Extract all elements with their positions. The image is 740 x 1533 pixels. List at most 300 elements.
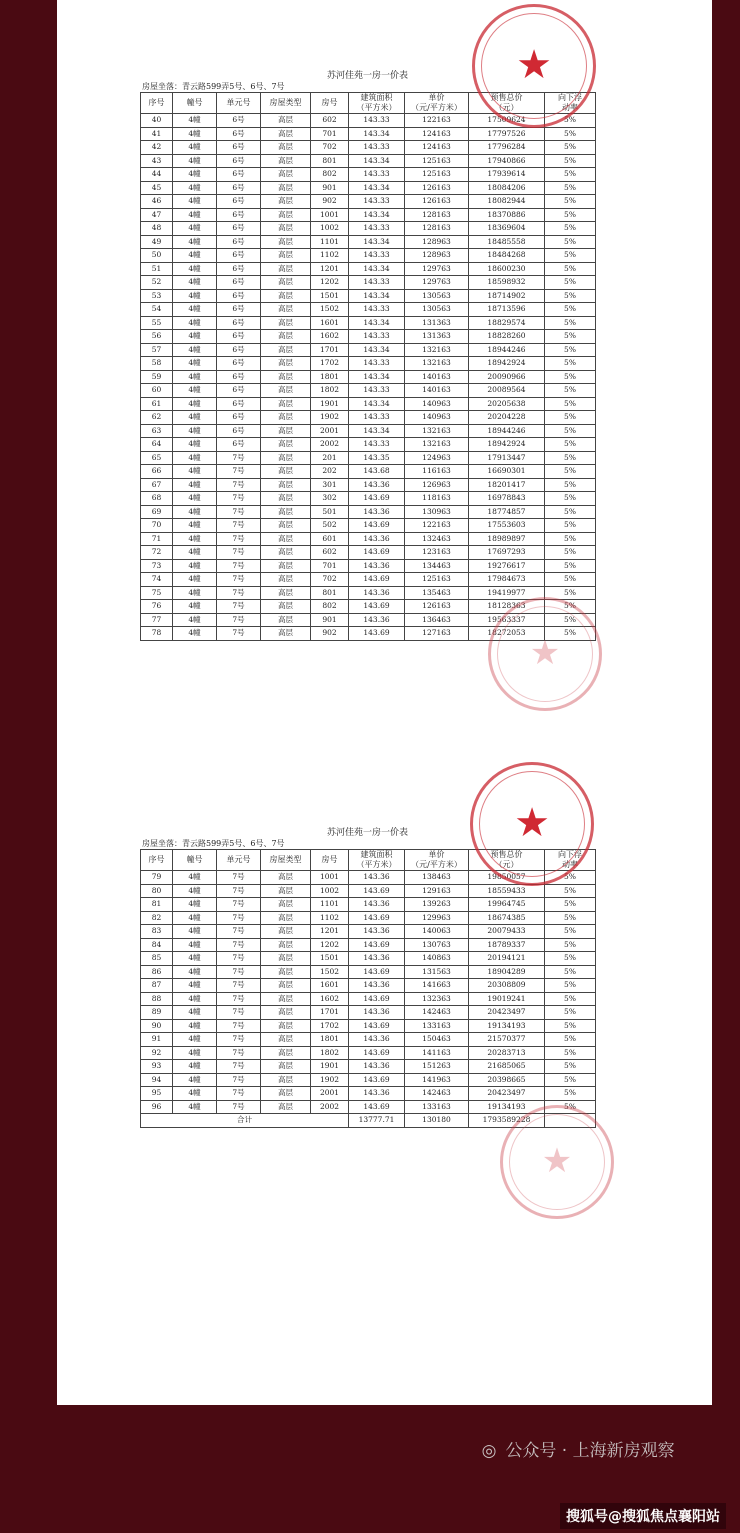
table-cell: 53 xyxy=(141,289,173,303)
table-cell: 143.34 xyxy=(349,289,405,303)
table-cell: 高层 xyxy=(261,613,311,627)
table-cell: 7号 xyxy=(217,884,261,898)
table-cell: 143.33 xyxy=(349,195,405,209)
table-cell: 5% xyxy=(545,938,596,952)
star-icon: ★ xyxy=(529,633,561,673)
table-cell: 1901 xyxy=(311,397,349,411)
table-cell: 17913447 xyxy=(469,451,545,465)
wechat-icon: ◎ xyxy=(481,1441,497,1461)
table-cell: 74 xyxy=(141,573,173,587)
table-cell: 18942924 xyxy=(469,357,545,371)
table-cell: 高层 xyxy=(261,898,311,912)
table-cell: 126963 xyxy=(405,478,469,492)
table-cell: 701 xyxy=(311,127,349,141)
table-cell: 143.33 xyxy=(349,303,405,317)
table-cell: 132463 xyxy=(405,532,469,546)
table-cell: 126163 xyxy=(405,600,469,614)
company-seal xyxy=(470,762,594,886)
table-cell: 高层 xyxy=(261,262,311,276)
table-cell: 68 xyxy=(141,492,173,506)
table-cell: 7号 xyxy=(217,613,261,627)
property-location: 房屋坐落：青云路599弄5号、6号、7号 xyxy=(142,82,285,91)
table-row xyxy=(141,249,596,263)
table-row xyxy=(141,330,596,344)
table-cell: 20194121 xyxy=(469,952,545,966)
price-table xyxy=(140,92,596,641)
table-cell: 5% xyxy=(545,141,596,155)
column-header-text: （元/平方米） xyxy=(411,103,462,112)
table-cell: 高层 xyxy=(261,424,311,438)
table-cell: 301 xyxy=(311,478,349,492)
table-cell: 126163 xyxy=(405,195,469,209)
table-cell: 55 xyxy=(141,316,173,330)
table-cell: 40 xyxy=(141,114,173,128)
table-cell: 60 xyxy=(141,384,173,398)
table-cell: 7号 xyxy=(217,559,261,573)
table-cell: 17939614 xyxy=(469,168,545,182)
table-cell: 5% xyxy=(545,979,596,993)
table-cell: 7号 xyxy=(217,532,261,546)
table-cell: 1802 xyxy=(311,384,349,398)
table-cell: 142463 xyxy=(405,1087,469,1101)
table-cell: 高层 xyxy=(261,546,311,560)
table-cell: 19563337 xyxy=(469,613,545,627)
table-cell: 143.36 xyxy=(349,1060,405,1074)
table-row xyxy=(141,438,596,452)
table-cell: 5% xyxy=(545,127,596,141)
column-header xyxy=(217,93,261,114)
table-cell: 17509624 xyxy=(469,114,545,128)
table-cell: 高层 xyxy=(261,559,311,573)
table-cell: 19964745 xyxy=(469,898,545,912)
column-header xyxy=(173,93,217,114)
table-cell: 5% xyxy=(545,573,596,587)
table-cell: 61 xyxy=(141,397,173,411)
table-row xyxy=(141,979,596,993)
table-cell: 18559433 xyxy=(469,884,545,898)
table-cell: 90 xyxy=(141,1019,173,1033)
table-cell: 高层 xyxy=(261,154,311,168)
table-cell: 18789337 xyxy=(469,938,545,952)
table-cell: 4幢 xyxy=(173,992,217,1006)
table-row xyxy=(141,127,596,141)
table-cell: 高层 xyxy=(261,532,311,546)
table-cell: 4幢 xyxy=(173,384,217,398)
table-cell: 5% xyxy=(545,262,596,276)
table-row xyxy=(141,424,596,438)
column-header-text: （元/平方米） xyxy=(411,860,462,869)
table-cell: 1701 xyxy=(311,1006,349,1020)
table-cell: 7号 xyxy=(217,492,261,506)
table-cell: 高层 xyxy=(261,492,311,506)
table-cell: 18598932 xyxy=(469,276,545,290)
table-cell: 19850057 xyxy=(469,871,545,885)
table-cell: 6号 xyxy=(217,303,261,317)
table-cell: 4幢 xyxy=(173,438,217,452)
table-cell: 4幢 xyxy=(173,546,217,560)
table-cell: 5% xyxy=(545,289,596,303)
table-cell: 140963 xyxy=(405,411,469,425)
table-cell: 7号 xyxy=(217,573,261,587)
table-cell: 143.33 xyxy=(349,330,405,344)
table-cell: 4幢 xyxy=(173,262,217,276)
table-cell: 19134193 xyxy=(469,1100,545,1114)
table-cell: 1001 xyxy=(311,871,349,885)
table-cell: 20423497 xyxy=(469,1006,545,1020)
table-cell: 4幢 xyxy=(173,357,217,371)
table-cell: 96 xyxy=(141,1100,173,1114)
table-cell: 124163 xyxy=(405,141,469,155)
table-cell: 5% xyxy=(545,1087,596,1101)
watermark-label: 公众号 · 上海新房观察 xyxy=(505,1441,675,1461)
table-cell: 122163 xyxy=(405,114,469,128)
column-header-text: 房屋类型 xyxy=(269,855,302,864)
column-header-text: 建筑面积 xyxy=(360,93,393,102)
table-cell: 1501 xyxy=(311,289,349,303)
column-header-text: （元） xyxy=(494,103,519,112)
table-cell: 143.34 xyxy=(349,208,405,222)
table-cell: 20089564 xyxy=(469,384,545,398)
table-row xyxy=(141,546,596,560)
column-header-text: 房屋类型 xyxy=(269,98,302,107)
table-row xyxy=(141,235,596,249)
table-cell: 7号 xyxy=(217,911,261,925)
table-cell: 7号 xyxy=(217,1100,261,1114)
table-cell: 47 xyxy=(141,208,173,222)
table-cell: 202 xyxy=(311,465,349,479)
table-cell: 5% xyxy=(545,992,596,1006)
table-row xyxy=(141,559,596,573)
table-row xyxy=(141,289,596,303)
table-cell: 1801 xyxy=(311,1033,349,1047)
table-cell: 4幢 xyxy=(173,289,217,303)
table-cell: 5% xyxy=(545,1006,596,1020)
table-cell: 18904289 xyxy=(469,965,545,979)
table-cell: 4幢 xyxy=(173,181,217,195)
table-cell: 141963 xyxy=(405,1073,469,1087)
table-cell: 45 xyxy=(141,181,173,195)
table-cell: 84 xyxy=(141,938,173,952)
table-cell: 4幢 xyxy=(173,208,217,222)
table-cell: 59 xyxy=(141,370,173,384)
table-cell: 89 xyxy=(141,1006,173,1020)
table-cell: 5% xyxy=(545,195,596,209)
table-cell: 6号 xyxy=(217,370,261,384)
table-cell: 5% xyxy=(545,627,596,641)
column-header xyxy=(349,850,405,871)
table-cell: 6号 xyxy=(217,208,261,222)
column-header-text: 房号 xyxy=(321,855,338,864)
table-cell: 7号 xyxy=(217,465,261,479)
table-cell: 17984673 xyxy=(469,573,545,587)
table-cell: 18944246 xyxy=(469,424,545,438)
table-cell: 95 xyxy=(141,1087,173,1101)
table-cell: 高层 xyxy=(261,235,311,249)
table-row xyxy=(141,911,596,925)
table-cell: 7号 xyxy=(217,627,261,641)
table-cell: 5% xyxy=(545,181,596,195)
table-cell: 4幢 xyxy=(173,424,217,438)
table-cell: 高层 xyxy=(261,316,311,330)
table-cell: 6号 xyxy=(217,316,261,330)
table-cell: 5% xyxy=(545,505,596,519)
table-cell: 19134193 xyxy=(469,1019,545,1033)
table-cell: 143.69 xyxy=(349,1046,405,1060)
table-cell: 801 xyxy=(311,154,349,168)
column-header xyxy=(405,93,469,114)
table-cell: 6号 xyxy=(217,276,261,290)
table-cell: 5% xyxy=(545,249,596,263)
table-cell: 126163 xyxy=(405,181,469,195)
table-cell: 高层 xyxy=(261,1046,311,1060)
table-cell: 128963 xyxy=(405,235,469,249)
table-cell: 高层 xyxy=(261,519,311,533)
table-cell: 18485558 xyxy=(469,235,545,249)
table-cell: 131563 xyxy=(405,965,469,979)
table-cell: 7号 xyxy=(217,1033,261,1047)
table-cell: 1202 xyxy=(311,938,349,952)
table-cell: 20423497 xyxy=(469,1087,545,1101)
table-cell: 1502 xyxy=(311,303,349,317)
table-row xyxy=(141,532,596,546)
table-cell: 143.34 xyxy=(349,316,405,330)
table-cell: 127163 xyxy=(405,627,469,641)
table-cell: 63 xyxy=(141,424,173,438)
table-cell: 5% xyxy=(545,208,596,222)
table-cell: 702 xyxy=(311,573,349,587)
company-seal-faint xyxy=(488,597,602,711)
table-cell: 18774857 xyxy=(469,505,545,519)
table-row xyxy=(141,992,596,1006)
table-cell: 高层 xyxy=(261,357,311,371)
table-cell: 4幢 xyxy=(173,1087,217,1101)
column-header-text: 向下浮 xyxy=(558,850,582,859)
table-cell: 5% xyxy=(545,465,596,479)
table-cell: 6号 xyxy=(217,397,261,411)
table-row xyxy=(141,195,596,209)
table-row xyxy=(141,1100,596,1114)
table-cell: 高层 xyxy=(261,249,311,263)
table-cell: 7号 xyxy=(217,965,261,979)
table-cell: 49 xyxy=(141,235,173,249)
table-row xyxy=(141,1073,596,1087)
table-cell: 4幢 xyxy=(173,613,217,627)
table-cell: 高层 xyxy=(261,600,311,614)
table-cell: 143.69 xyxy=(349,992,405,1006)
table-cell: 5% xyxy=(545,884,596,898)
table-row xyxy=(141,586,596,600)
table-cell: 7号 xyxy=(217,938,261,952)
star-icon: ★ xyxy=(516,42,552,88)
table-cell: 高层 xyxy=(261,181,311,195)
table-cell: 48 xyxy=(141,222,173,236)
table-row xyxy=(141,478,596,492)
table-cell: 150463 xyxy=(405,1033,469,1047)
column-header xyxy=(349,93,405,114)
table-cell: 143.69 xyxy=(349,519,405,533)
column-header xyxy=(261,850,311,871)
table-cell: 6号 xyxy=(217,411,261,425)
table-cell: 130763 xyxy=(405,938,469,952)
table-cell: 602 xyxy=(311,114,349,128)
table-cell: 76 xyxy=(141,600,173,614)
table-cell: 17797526 xyxy=(469,127,545,141)
table-cell: 20204228 xyxy=(469,411,545,425)
star-icon: ★ xyxy=(541,1141,573,1181)
table-cell: 1102 xyxy=(311,911,349,925)
table-cell: 1602 xyxy=(311,330,349,344)
table-cell: 143.69 xyxy=(349,965,405,979)
table-cell: 4幢 xyxy=(173,235,217,249)
table-cell: 302 xyxy=(311,492,349,506)
table-cell: 4幢 xyxy=(173,965,217,979)
table-cell: 7号 xyxy=(217,1060,261,1074)
table-cell: 高层 xyxy=(261,384,311,398)
table-cell: 4幢 xyxy=(173,195,217,209)
table-cell: 4幢 xyxy=(173,600,217,614)
table-cell: 6号 xyxy=(217,330,261,344)
table-row xyxy=(141,357,596,371)
table-cell: 17940866 xyxy=(469,154,545,168)
table-cell: 143.69 xyxy=(349,911,405,925)
column-header-text: （平方米） xyxy=(356,860,397,869)
table-cell: 4幢 xyxy=(173,1019,217,1033)
table-cell: 132163 xyxy=(405,357,469,371)
table-cell: 143.33 xyxy=(349,168,405,182)
table-cell: 143.33 xyxy=(349,249,405,263)
table-row xyxy=(141,1033,596,1047)
table-row xyxy=(141,343,596,357)
table-cell: 143.36 xyxy=(349,979,405,993)
table-cell: 4幢 xyxy=(173,222,217,236)
table-cell: 1601 xyxy=(311,316,349,330)
table-cell: 4幢 xyxy=(173,168,217,182)
table-cell: 7号 xyxy=(217,952,261,966)
table-cell: 4幢 xyxy=(173,465,217,479)
table-row xyxy=(141,316,596,330)
table-cell: 141163 xyxy=(405,1046,469,1060)
table-cell: 19419977 xyxy=(469,586,545,600)
table-cell: 143.33 xyxy=(349,438,405,452)
table-cell: 5% xyxy=(545,898,596,912)
table-cell: 5% xyxy=(545,114,596,128)
column-header xyxy=(405,850,469,871)
table-cell: 高层 xyxy=(261,276,311,290)
table-cell: 4幢 xyxy=(173,1006,217,1020)
table-cell: 7号 xyxy=(217,546,261,560)
table-cell: 91 xyxy=(141,1033,173,1047)
table-cell: 1702 xyxy=(311,357,349,371)
table-cell: 高层 xyxy=(261,330,311,344)
table-cell: 143.69 xyxy=(349,884,405,898)
table-cell: 18829574 xyxy=(469,316,545,330)
table-cell: 4幢 xyxy=(173,303,217,317)
table-cell: 143.34 xyxy=(349,235,405,249)
table-cell: 20090966 xyxy=(469,370,545,384)
table-cell: 143.36 xyxy=(349,952,405,966)
table-cell: 4幢 xyxy=(173,316,217,330)
table-cell: 高层 xyxy=(261,370,311,384)
table-row xyxy=(141,208,596,222)
table-row xyxy=(141,141,596,155)
table-cell: 140963 xyxy=(405,397,469,411)
table-cell: 702 xyxy=(311,141,349,155)
table-row xyxy=(141,303,596,317)
table-cell: 134463 xyxy=(405,559,469,573)
table-cell: 133163 xyxy=(405,1019,469,1033)
table-cell: 4幢 xyxy=(173,573,217,587)
table-cell: 5% xyxy=(545,478,596,492)
table-cell: 143.34 xyxy=(349,181,405,195)
table-cell: 7号 xyxy=(217,979,261,993)
table-cell: 143.36 xyxy=(349,505,405,519)
column-header xyxy=(141,850,173,871)
table-cell: 6号 xyxy=(217,154,261,168)
table-cell: 高层 xyxy=(261,911,311,925)
table-cell: 5% xyxy=(545,559,596,573)
table-cell: 4幢 xyxy=(173,884,217,898)
table-cell: 124963 xyxy=(405,451,469,465)
table-cell: 124163 xyxy=(405,127,469,141)
table-cell: 143.69 xyxy=(349,546,405,560)
total-area: 13777.71 xyxy=(349,1114,405,1128)
table-cell: 5% xyxy=(545,1046,596,1060)
table-cell: 143.69 xyxy=(349,1019,405,1033)
column-header-text: 单价 xyxy=(428,850,445,859)
table-cell: 125163 xyxy=(405,168,469,182)
table-cell: 18674385 xyxy=(469,911,545,925)
table-cell: 6号 xyxy=(217,127,261,141)
table-cell: 602 xyxy=(311,546,349,560)
table-cell: 2001 xyxy=(311,1087,349,1101)
table-row xyxy=(141,222,596,236)
table-cell: 43 xyxy=(141,154,173,168)
table-cell: 5% xyxy=(545,1033,596,1047)
table-row xyxy=(141,492,596,506)
table-cell: 17697293 xyxy=(469,546,545,560)
table-cell: 7号 xyxy=(217,925,261,939)
table-cell: 高层 xyxy=(261,627,311,641)
company-seal xyxy=(472,4,596,128)
table-cell: 143.33 xyxy=(349,276,405,290)
source-badge: 搜狐号@搜狐焦点襄阳站 xyxy=(560,1503,726,1529)
table-cell: 高层 xyxy=(261,965,311,979)
table-cell: 5% xyxy=(545,492,596,506)
table-cell: 5% xyxy=(545,519,596,533)
table-cell: 高层 xyxy=(261,303,311,317)
table-cell: 143.36 xyxy=(349,478,405,492)
table-cell: 4幢 xyxy=(173,492,217,506)
table-cell: 5% xyxy=(545,586,596,600)
table-cell: 2001 xyxy=(311,424,349,438)
table-cell: 2002 xyxy=(311,438,349,452)
table-cell: 78 xyxy=(141,627,173,641)
table-cell: 20308809 xyxy=(469,979,545,993)
table-cell: 143.34 xyxy=(349,397,405,411)
table-cell: 132163 xyxy=(405,438,469,452)
table-cell: 143.33 xyxy=(349,384,405,398)
table-cell: 高层 xyxy=(261,884,311,898)
column-header-text: 预售总价 xyxy=(490,850,523,859)
column-header-text: 建筑面积 xyxy=(360,850,393,859)
table-cell: 20398665 xyxy=(469,1073,545,1087)
table-cell: 143.36 xyxy=(349,586,405,600)
table-cell: 4幢 xyxy=(173,898,217,912)
table-cell: 129763 xyxy=(405,262,469,276)
table-cell: 143.36 xyxy=(349,925,405,939)
table-cell: 71 xyxy=(141,532,173,546)
price-table xyxy=(140,849,596,1128)
